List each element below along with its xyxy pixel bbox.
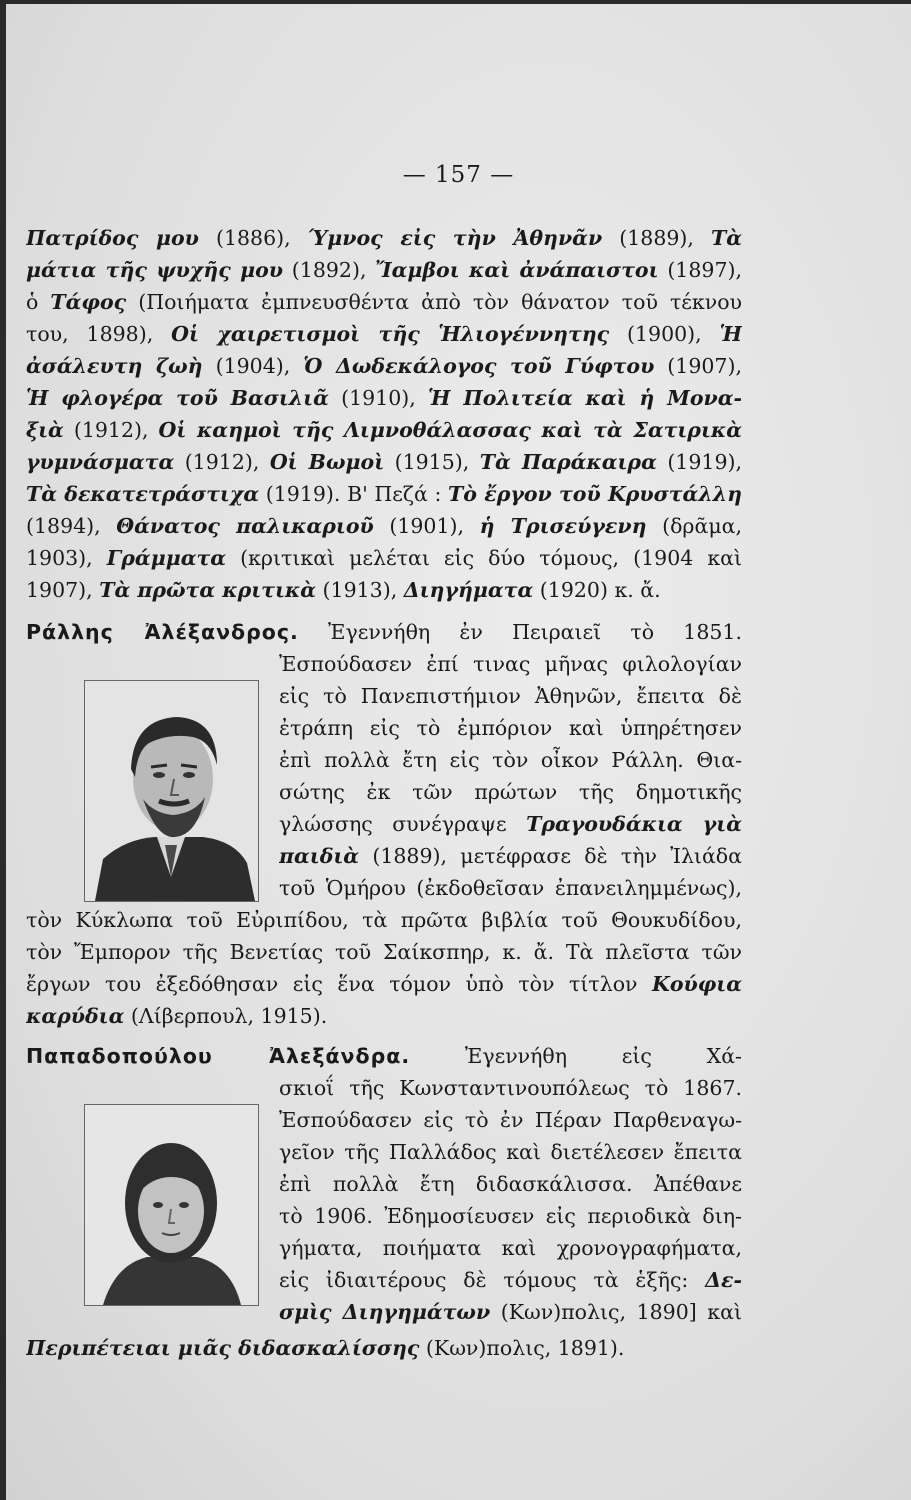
book-page (6, 4, 911, 1500)
text-line: του, 1898), Οἱ χαιρετισμοὶ τῆς Ἡλιογέννητης (1900), Ἡ (26, 322, 742, 346)
entry-name: Ράλλης Ἀλέξανδρος. (26, 620, 299, 644)
text-line: Ἐσπούδασεν εἰς τὸ ἐν Πέραν Παρθεναγω- (279, 1108, 742, 1132)
portrait-woman-image (85, 1105, 258, 1305)
portrait-photo (84, 680, 259, 902)
text-line: γλώσσης συνέγραψε Τραγουδάκια γιὰ (279, 812, 742, 836)
text-line: 1907), Τὰ πρῶτα κριτικὰ (1913), Διηγήματα (1920) κ. ἄ. (26, 578, 661, 602)
portrait-photo (84, 1104, 259, 1306)
text-line: γήματα, ποιήματα καὶ χρονογραφήματα, (279, 1236, 742, 1260)
text-line: εἰς ἰδιαιτέρους δὲ τόμους τὰ ἑξῆς: Δε- (279, 1268, 742, 1292)
text-line: ἐπὶ πολλὰ ἔτη εἰς τὸν οἶκον Ράλλη. Θια- (279, 748, 742, 772)
entry-birth-text: Ἐγεννήθη εἰς Χά- (464, 1044, 742, 1068)
text-line: (1894), Θάνατος παλικαριοῦ (1901), ἡ Τρισεύγενη (δρᾶμα, (26, 514, 742, 538)
portrait-man-image (85, 681, 258, 901)
text-line: σώτης ἐκ τῶν πρώτων τῆς δημοτικῆς (279, 780, 742, 804)
text-line: σκιοΐ τῆς Κωνσταντινουπόλεως τὸ 1867. (279, 1076, 742, 1100)
text-line: καρύδια (Λίβερπουλ, 1915). (26, 1004, 328, 1028)
text-line: Πατρίδος μου (1886), Ύμνος εἰς τὴν Ἀθηνᾶν (1889), Τὰ (26, 226, 742, 250)
text-line: τοῦ Ὁμήρου (ἐκδοθεῖσαν ἐπανειλημμένως), (279, 876, 742, 900)
text-line: 1903), Γράμματα (κριτικαὶ μελέται εἰς δύο τόμους, (1904 καὶ (26, 546, 742, 570)
text-line: ξιὰ (1912), Οἱ καημοὶ τῆς Λιμνοθάλασσας καὶ τὰ Σατιρικὰ (26, 418, 742, 442)
text-line: παιδιὰ (1889), μετέφρασε δὲ τὴν Ἰλιάδα (279, 844, 742, 868)
page-number: — 157 — (402, 162, 515, 188)
entry-heading-line (26, 616, 742, 648)
text-line: ἐτράπη εἰς τὸ ἐμπόριον καὶ ὑπηρέτησεν (279, 716, 742, 740)
text-line: τὸ 1906. Ἐδημοσίευσεν εἰς περιοδικὰ διη- (279, 1204, 742, 1228)
text-line: εἰς τὸ Πανεπιστήμιον Ἀθηνῶν, ἔπειτα δὲ (279, 684, 742, 708)
entry-name: Παπαδοπούλου Ἀλεξάνδρα. (26, 1044, 411, 1068)
text-line: ἔργων του ἐξεδόθησαν εἰς ἕνα τόμον ὑπὸ τὸν τίτλον Κούφια (26, 972, 742, 996)
text-line: Περιπέτειαι μιᾶς διδασκαλίσσης (Κων)πολις, 1891). (26, 1336, 625, 1360)
text-line: μάτια τῆς ψυχῆς μου (1892), Ἴαμβοι καὶ ἀνάπαιστοι (1897), (26, 258, 742, 282)
text-line: τὸν Ἔμπορον τῆς Βενετίας τοῦ Σαίκσπηρ, κ. ἄ. Τὰ πλεῖστα τῶν (26, 940, 742, 964)
text-line: ἀσάλευτη ζωὴ (1904), Ὁ Δωδεκάλογος τοῦ Γύφτου (1907), (26, 354, 742, 378)
text-line: ἐπὶ πολλὰ ἔτη διδασκάλισσα. Ἀπέθανε (279, 1172, 742, 1196)
text-line: γυμνάσματα (1912), Οἱ Βωμοὶ (1915), Τὰ Παράκαιρα (1919), (26, 450, 742, 474)
entry-birth-text: Ἐγεννήθη ἐν Πειραιεῖ τὸ 1851. (328, 620, 742, 644)
text-line: Τὰ δεκατετράστιχα (1919). Β' Πεζά : Τὸ ἔργον τοῦ Κρυστάλλη (26, 482, 742, 506)
entry-heading-line (26, 1040, 742, 1072)
text-line: σμὶς Διηγημάτων (Κων)πολις, 1890] καὶ (279, 1300, 742, 1324)
text-line: Ἐσπούδασεν ἐπί τινας μῆνας φιλολογίαν (279, 652, 742, 676)
text-line: τὸν Κύκλωπα τοῦ Εὐριπίδου, τὰ πρῶτα βιβλία τοῦ Θουκυδίδου, (26, 908, 742, 932)
text-line: Ἡ φλογέρα τοῦ Βασιλιᾶ (1910), Ἡ Πολιτεία καὶ ἡ Μονα- (26, 386, 742, 410)
text-line: ὁ Τάφος (Ποιήματα ἐμπνευσθέντα ἀπὸ τὸν θάνατον τοῦ τέκνου (26, 290, 742, 314)
text-line: γεῖον τῆς Παλλάδος καὶ διετέλεσεν ἔπειτα (279, 1140, 742, 1164)
